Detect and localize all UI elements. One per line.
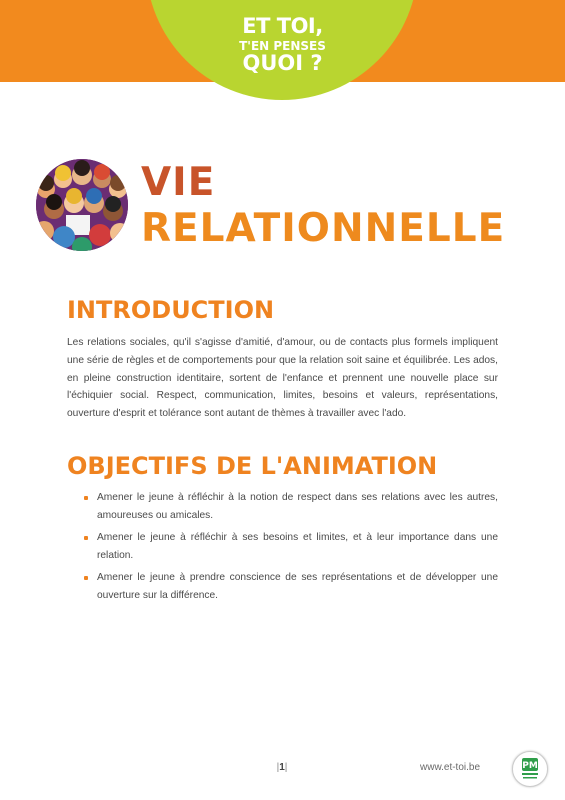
- introduction-heading: INTRODUCTION: [67, 296, 275, 324]
- page-number: |1|: [276, 762, 288, 773]
- page-title-line-1: VIE: [141, 160, 216, 205]
- crowd-illustration: [36, 159, 128, 251]
- objectives-heading: OBJECTIFS DE L'ANIMATION: [67, 452, 438, 480]
- logo-line-1: ET TOI,: [242, 14, 323, 38]
- page-title-line-2: RELATIONNELLE: [141, 206, 506, 251]
- objectives-list: [84, 489, 498, 609]
- publisher-logo: [512, 751, 548, 787]
- introduction-paragraph: Les relations sociales, qu'il s'agisse d'amitié, d'amour, ou de contacts plus formels impliquent une série de règles et de comportements pour que la relation soit saine et équilibrée. Les ados, en pleine construction identitaire, sortent de l'enfance et prennent une nouvelle place sur l'échiquier social. Respect, communication, limites, besoins et valeurs, représentations, ouverture d'esprit et tolérance sont autant de thèmes à travailler avec l'ado.: [67, 337, 498, 420]
- page-number-value: 1: [279, 762, 285, 773]
- svg-text:PM: PM: [522, 761, 538, 771]
- page-title: [141, 160, 505, 252]
- website-link[interactable]: www.et-toi.be: [420, 762, 481, 773]
- objective-item: Amener le jeune à réfléchir à ses besoins et limites, et à leur importance dans une relation.: [84, 529, 498, 564]
- objective-item: Amener le jeune à réfléchir à la notion de respect dans ses relations avec les autres, amoureuses ou amicales.: [84, 489, 498, 524]
- logo-line-2: T'EN PENSES: [239, 39, 326, 53]
- logo: [215, 16, 350, 74]
- objective-item: Amener le jeune à prendre conscience de ses représentations et de développer une ouverture sur la différence.: [84, 569, 498, 604]
- logo-line-3: QUOI ?: [242, 51, 323, 75]
